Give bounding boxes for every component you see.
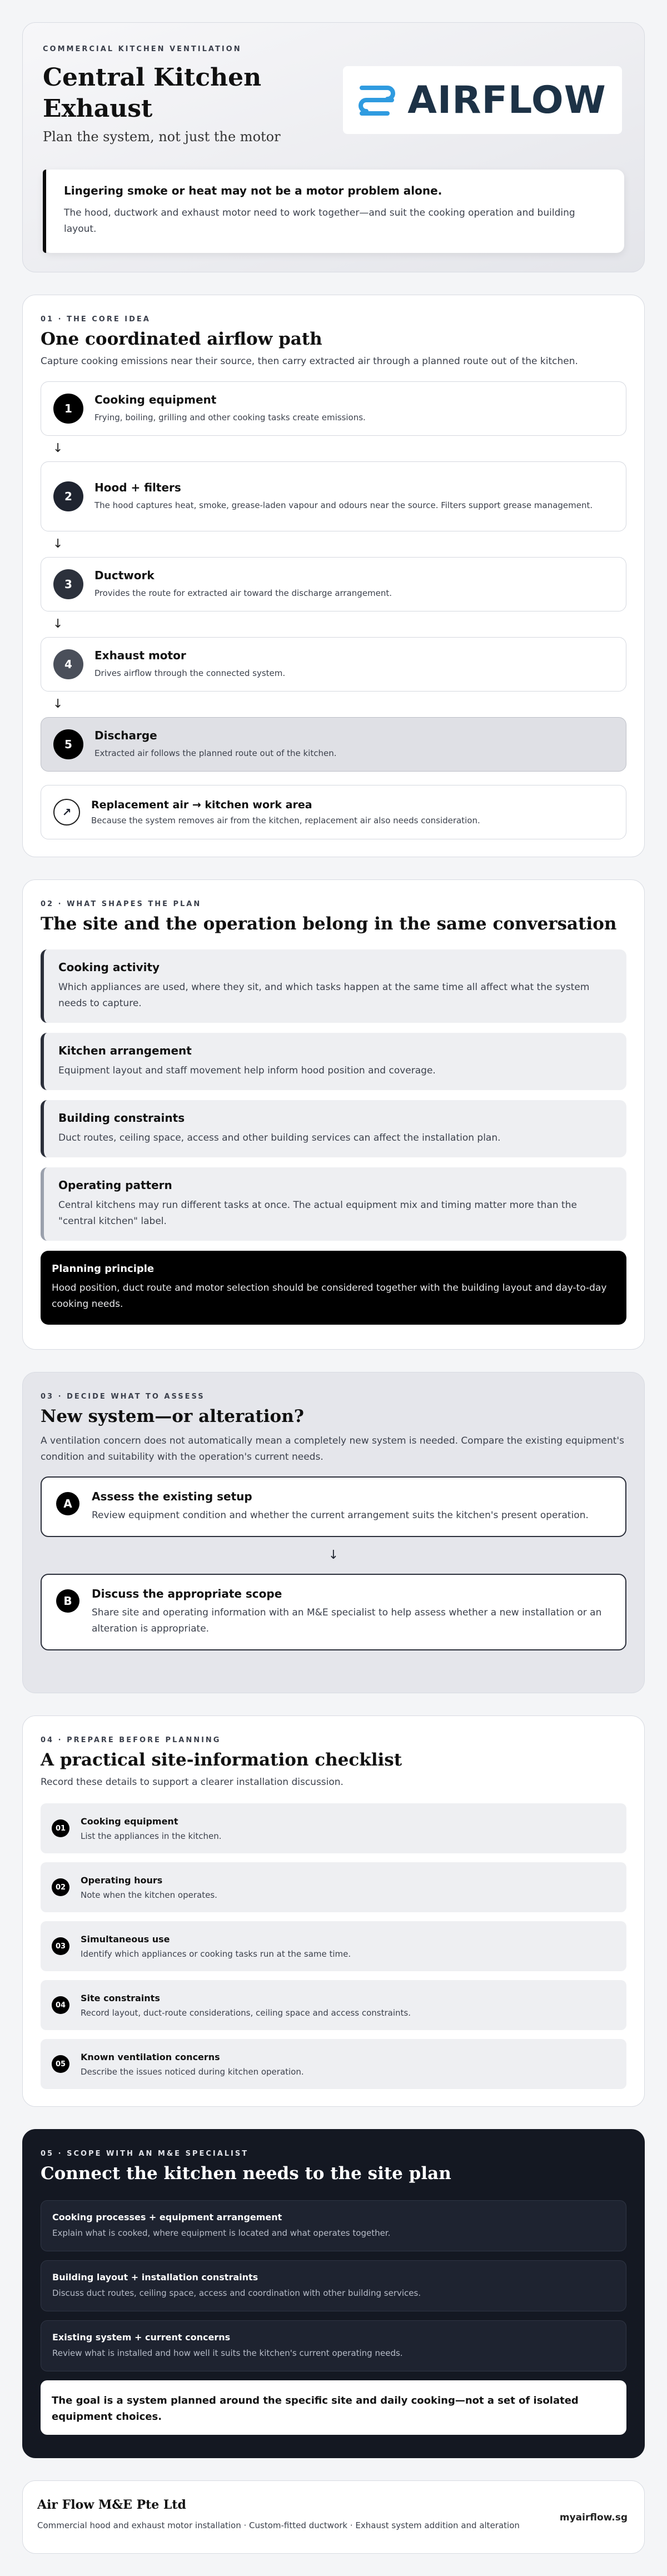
section-eyebrow: 04 · PREPARE BEFORE PLANNING	[41, 1736, 221, 1744]
step-text: Frying, boiling, grilling and other cooking tasks create emissions.	[94, 412, 366, 422]
step-exhaust-motor	[41, 637, 626, 692]
step-discharge	[41, 717, 626, 772]
item-text: Identify which appliances or cooking tasks run at the same time.	[81, 1948, 351, 1959]
item-number: 02	[52, 1878, 69, 1896]
checklist-item	[41, 1862, 626, 1912]
option-text: Share site and operating information with an M&E specialist to help assess whether a new installation or an alteration is appropriate.	[92, 1607, 602, 1634]
factor-kitchen-arrangement	[41, 1033, 626, 1090]
down-arrow-icon: ↓	[53, 617, 63, 631]
scope-item-title: Existing system + current concerns	[52, 2332, 231, 2343]
replacement-air-note	[41, 785, 626, 839]
factor-text: Duct routes, ceiling space, access and other building services can affect the installation plan.	[58, 1132, 501, 1143]
plan-shapes-section	[22, 879, 645, 1350]
step-text: Extracted air follows the planned route out of the kitchen.	[94, 748, 337, 758]
item-number: 03	[52, 1937, 69, 1955]
factor-title: Building constraints	[58, 1111, 185, 1125]
step-title: Cooking equipment	[94, 393, 217, 406]
item-title: Known ventilation concerns	[81, 2051, 220, 2062]
checklist-item	[41, 1921, 626, 1971]
section-lead: Record these details to support a clearer installation discussion.	[41, 1777, 344, 1788]
factor-operating-pattern	[41, 1167, 626, 1241]
down-arrow-icon: ↓	[328, 1548, 339, 1562]
hero-section	[22, 22, 645, 272]
factor-cooking-activity	[41, 949, 626, 1023]
factor-title: Cooking activity	[58, 961, 160, 974]
page-title: Central Kitchen Exhaust	[43, 63, 262, 123]
option-assess-existing	[41, 1476, 626, 1537]
hero-callout	[43, 170, 624, 253]
factor-text: Which appliances are used, where they sit, and which tasks happen at the same time all affect what the system needs to capture.	[58, 982, 590, 1009]
item-title: Simultaneous use	[81, 1933, 170, 1945]
step-text: Drives airflow through the connected system.	[94, 668, 286, 678]
checklist-item	[41, 2039, 626, 2089]
step-number: 1	[53, 394, 83, 424]
note-text: Because the system removes air from the kitchen, replacement air also needs consideration.	[91, 815, 480, 825]
airflow-logo	[343, 66, 622, 134]
down-arrow-icon: ↓	[53, 441, 63, 455]
section-title: One coordinated airflow path	[41, 329, 322, 349]
scope-items	[41, 2200, 626, 2435]
core-idea-section	[22, 295, 645, 857]
scope-item-text: Discuss duct routes, ceiling space, access and coordination with other building services.	[52, 2288, 421, 2298]
item-number: 04	[52, 1996, 69, 2014]
note-title: Replacement air → kitchen work area	[91, 799, 312, 811]
factor-list	[41, 949, 626, 1325]
factor-building-constraints	[41, 1100, 626, 1157]
step-number: 3	[53, 569, 83, 599]
option-text: Review equipment condition and whether the current arrangement suits the kitchen's present operation.	[92, 1510, 589, 1521]
assess-options	[41, 1476, 626, 1650]
section-eyebrow: 01 · THE CORE IDEA	[41, 315, 151, 324]
page-subtitle: Plan the system, not just the motor	[43, 129, 281, 145]
step-number: 4	[53, 649, 83, 679]
scope-item-title: Building layout + installation constraints	[52, 2272, 258, 2282]
option-discuss-scope	[41, 1574, 626, 1650]
goal-statement: The goal is a system planned around the specific site and daily cooking—not a set of isolated equipment choices.	[41, 2380, 626, 2435]
factor-title: Kitchen arrangement	[58, 1044, 192, 1057]
principle-text: Hood position, duct route and motor selection should be considered together with the building layout and day-to-day cooking needs.	[52, 1282, 607, 1310]
section-title: New system—or alteration?	[41, 1406, 304, 1426]
website-link[interactable]: myairflow.sg	[559, 2512, 628, 2523]
step-title: Discharge	[94, 729, 157, 742]
down-arrow-icon: ↓	[53, 537, 63, 551]
section-eyebrow: 03 · DECIDE WHAT TO ASSESS	[41, 1393, 205, 1401]
scope-item	[41, 2260, 626, 2311]
item-text: Describe the issues noticed during kitchen operation.	[81, 2066, 304, 2077]
scope-item-title: Cooking processes + equipment arrangement	[52, 2212, 282, 2222]
factor-title: Operating pattern	[58, 1178, 172, 1192]
checklist-items	[41, 1803, 626, 2089]
arrow-up-right-icon: ↗	[53, 799, 80, 825]
scope-item	[41, 2320, 626, 2371]
airflow-steps	[41, 381, 626, 772]
step-text: Provides the route for extracted air toward the discharge arrangement.	[94, 588, 392, 598]
section-lead: A ventilation concern does not automatically mean a completely new system is needed. Compare the existing equipment's condition and suitability with the operation's current needs.	[41, 1435, 624, 1463]
step-text: The hood captures heat, smoke, grease-laden vapour and odours near the source. Filters support grease management.	[94, 500, 593, 510]
step-title: Ductwork	[94, 569, 155, 582]
step-number: 2	[53, 481, 83, 511]
factor-text: Central kitchens may run different tasks at once. The actual equipment mix and timing matter more than the "central kitchen" label.	[58, 1200, 577, 1227]
section-lead: Capture cooking emissions near their source, then carry extracted air through a planned route out of the kitchen.	[41, 356, 578, 367]
scope-item-text: Review what is installed and how well it suits the kitchen's current operating needs.	[52, 2348, 403, 2358]
step-hood-filters	[41, 461, 626, 531]
section-eyebrow: 02 · WHAT SHAPES THE PLAN	[41, 900, 202, 908]
callout-text: The hood, ductwork and exhaust motor need to work together—and suit the cooking operation and building layout.	[64, 207, 575, 235]
option-title: Assess the existing setup	[92, 1490, 252, 1503]
checklist-item	[41, 1803, 626, 1853]
assess-section	[22, 1372, 645, 1693]
item-text: Record layout, duct-route considerations, ceiling space and access constraints.	[81, 2007, 411, 2018]
principle-title: Planning principle	[52, 1263, 155, 1275]
airflow-logo-icon	[359, 82, 395, 118]
hero-eyebrow: COMMERCIAL KITCHEN VENTILATION	[43, 45, 242, 53]
step-cooking-equipment	[41, 381, 626, 436]
option-title: Discuss the appropriate scope	[92, 1587, 282, 1600]
section-title: The site and the operation belong in the same conversation	[41, 914, 617, 934]
item-text: Note when the kitchen operates.	[81, 1889, 217, 1900]
section-title: Connect the kitchen needs to the site plan	[41, 2164, 451, 2184]
step-ductwork	[41, 557, 626, 611]
item-title: Site constraints	[81, 1992, 160, 2003]
company-name: Air Flow M&E Pte Ltd	[37, 2498, 186, 2512]
scope-item-text: Explain what is cooked, where equipment is located and what operates together.	[52, 2228, 391, 2238]
scope-section	[22, 2129, 645, 2458]
footer	[22, 2480, 645, 2554]
item-title: Operating hours	[81, 1874, 163, 1886]
callout-title: Lingering smoke or heat may not be a motor problem alone.	[64, 184, 442, 197]
company-services: Commercial hood and exhaust motor installation · Custom-fitted ductwork · Exhaust system addition and alteration	[37, 2520, 520, 2530]
item-title: Cooking equipment	[81, 1816, 178, 1827]
down-arrow-icon: ↓	[53, 697, 63, 711]
checklist-item	[41, 1980, 626, 2030]
item-text: List the appliances in the kitchen.	[81, 1831, 222, 1841]
step-number: 5	[53, 729, 83, 759]
scope-item	[41, 2200, 626, 2251]
step-title: Hood + filters	[94, 481, 181, 494]
factor-text: Equipment layout and staff movement help inform hood position and coverage.	[58, 1065, 436, 1076]
checklist-section	[22, 1715, 645, 2107]
logo-wordmark: AIRFLOW	[407, 78, 606, 122]
item-number: 05	[52, 2055, 69, 2073]
section-title: A practical site-information checklist	[41, 1750, 402, 1770]
planning-principle	[41, 1251, 626, 1325]
option-letter: B	[56, 1589, 79, 1613]
section-eyebrow: 05 · SCOPE WITH AN M&E SPECIALIST	[41, 2150, 249, 2158]
step-title: Exhaust motor	[94, 649, 186, 662]
item-number: 01	[52, 1819, 69, 1837]
option-letter: A	[56, 1492, 79, 1515]
